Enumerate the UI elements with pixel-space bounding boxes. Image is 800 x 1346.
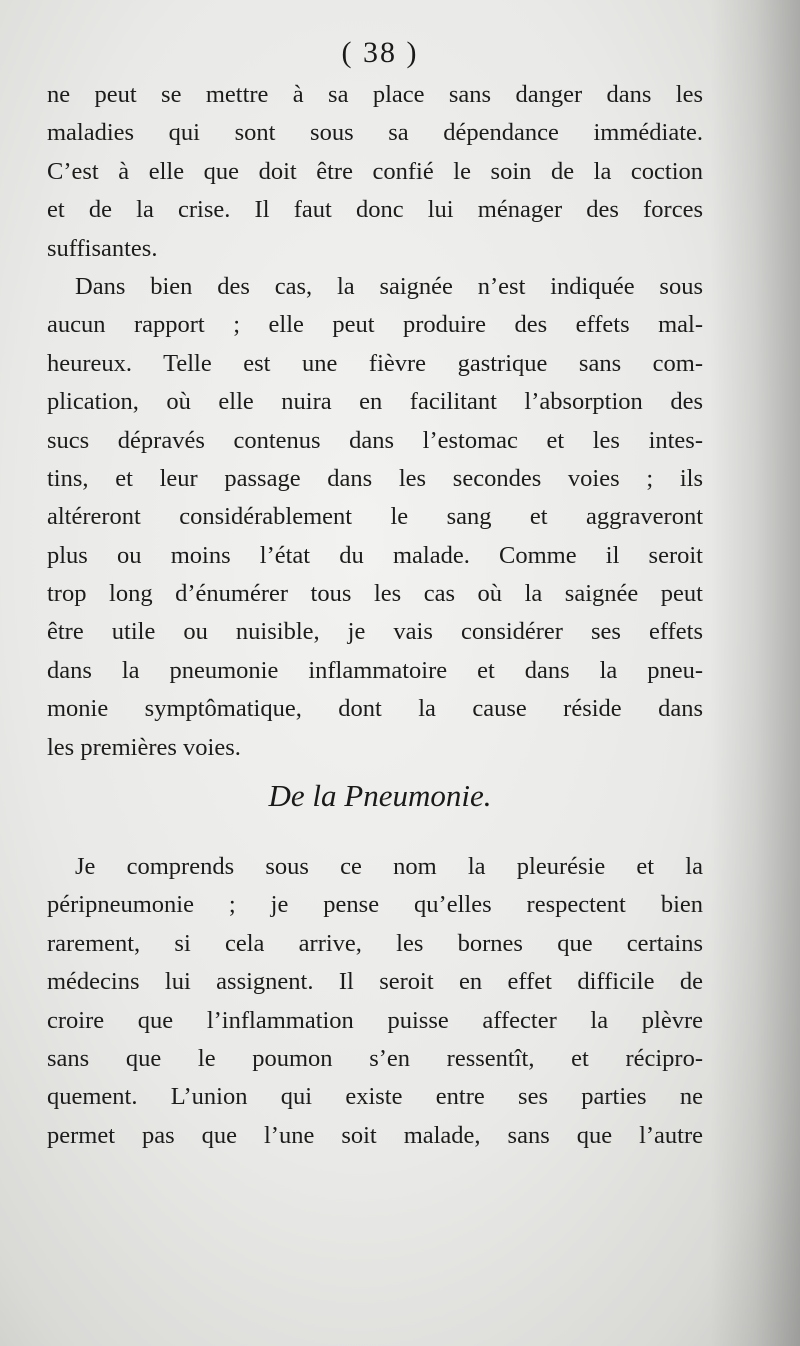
text-line: trop long d’énumérer tous les cas où la saignée peut (47, 580, 703, 608)
page-number: ( 38 ) (341, 36, 419, 69)
section-heading: De la Pneumonie. (268, 778, 492, 813)
body-text-top (47, 76, 703, 767)
text-line: péripneumonie ; je pense qu’elles respectent bien (47, 891, 703, 919)
text-line: médecins lui assignent. Il seroit en effet difficile de (47, 968, 703, 996)
text-line: altéreront considérablement le sang et aggraveront (47, 503, 703, 531)
text-line: tins, et leur passage dans les secondes voies ; ils (47, 464, 703, 492)
text-line: ne peut se mettre à sa place sans danger dans les (47, 81, 703, 108)
gutter-shadow (710, 0, 800, 1346)
text-line: aucun rapport ; elle peut produire des effets mal- (47, 311, 703, 339)
text-line: rarement, si cela arrive, les bornes que certains (47, 929, 703, 957)
text-line: les premières voies. (47, 733, 241, 761)
text-line: et de la crise. Il faut donc lui ménager des forces (47, 196, 703, 224)
text-line: Je comprends sous ce nom la pleurésie et la (75, 853, 703, 880)
text-line: croire que l’inflammation puisse affecter la plèvre (47, 1006, 703, 1034)
text-line: quement. L’union qui existe entre ses parties ne (47, 1083, 703, 1111)
text-line: suffisantes. (47, 234, 158, 262)
text-line: sans que le poumon s’en ressentît, et récipro- (47, 1044, 703, 1072)
text-line: sucs dépravés contenus dans l’estomac et les intes- (47, 426, 703, 454)
text-line: heureux. Telle est une fièvre gastrique sans com- (47, 349, 703, 377)
text-line: permet pas que l’une soit malade, sans que l’autre (47, 1121, 703, 1149)
text-line: C’est à elle que doit être confié le soin de la coction (47, 157, 703, 185)
body-text-bottom (47, 848, 703, 1155)
text-line: plus ou moins l’état du malade. Comme il seroit (47, 541, 703, 569)
text-line: monie symptômatique, dont la cause réside dans (47, 695, 703, 723)
text-line: maladies qui sont sous sa dépendance immédiate. (47, 119, 703, 147)
text-line: dans la pneumonie inflammatoire et dans la pneu- (47, 656, 703, 684)
text-line: Dans bien des cas, la saignée n’est indiquée sous (75, 272, 703, 300)
text-line: être utile ou nuisible, je vais considérer ses effets (47, 618, 703, 646)
text-line: plication, où elle nuira en facilitant l’absorption des (47, 388, 703, 416)
